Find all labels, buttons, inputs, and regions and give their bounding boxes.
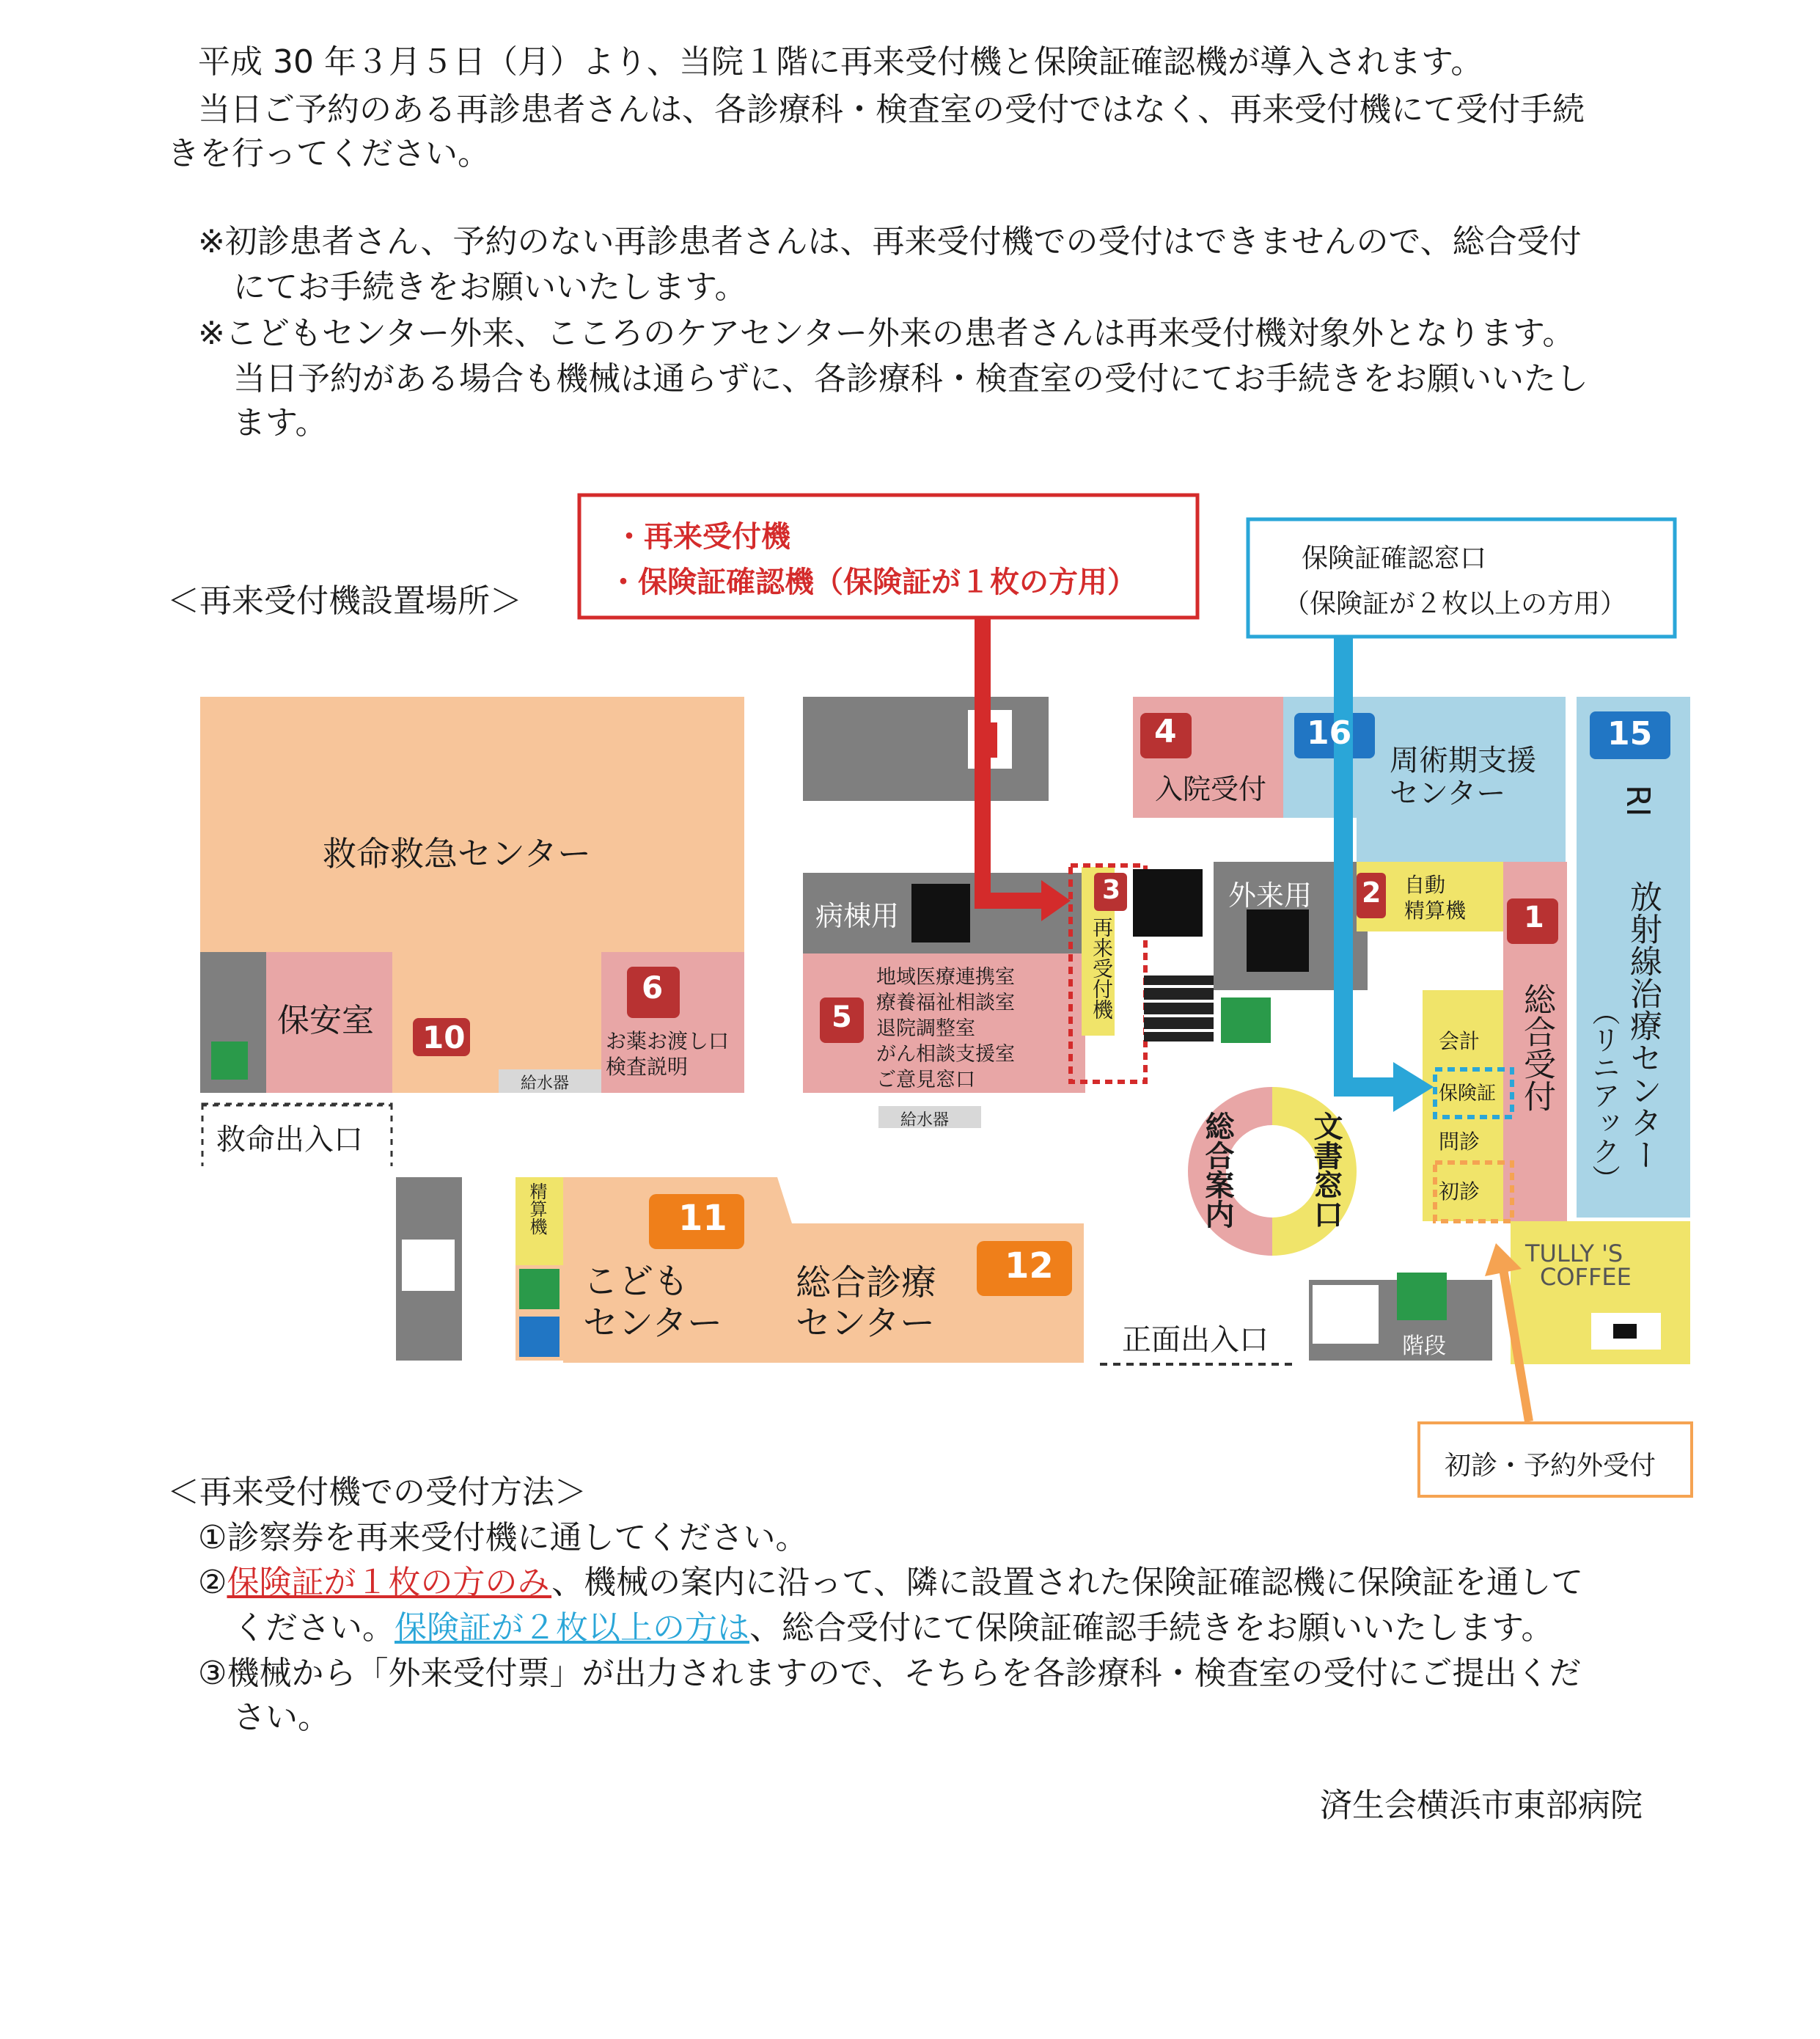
medicine-label: お薬お渡し口 [606,1029,730,1053]
note-2-line-1: ※こどもセンター外来、こころのケアセンター外来の患者さんは再来受付機対象外となります。 [198,315,1575,352]
red-box-line-1: ・再来受付機 [614,520,790,554]
children-line-1: こども [583,1261,689,1302]
periop-line-2: センター [1390,777,1506,810]
step-2b-pre: ください。 [233,1609,395,1647]
note-1-line-2: にてお手続きをお願いいたします。 [233,268,747,306]
room-1-number: 1 [1524,901,1544,934]
water-cooler-1-label: 給水器 [521,1075,570,1093]
room-5-line-5: ご意見窓口 [876,1069,975,1091]
phone-icon-1 [519,1269,559,1309]
outpatient-elevator-label: 外来用 [1228,879,1313,912]
blue-box-line-1: 保険証確認窓口 [1302,543,1487,574]
emergency-exit-icon-1 [211,1042,248,1080]
step-2-red-text: 保険証が１枚の方のみ [227,1564,552,1601]
stairs-label: 階段 [1402,1333,1446,1359]
front-entrance-label: 正面出入口 [1122,1323,1269,1357]
method-step-3-line-2: さい。 [233,1699,330,1736]
info-desk-label: 総合案内 [1200,1111,1234,1229]
ward-elevator-label: 病棟用 [815,900,900,932]
toilet-icon-bottom [402,1240,455,1291]
ward-elevator-icon [911,884,970,942]
accounting-label: 会計 [1439,1029,1480,1053]
room-5-line-3: 退院調整室 [876,1017,975,1040]
orange-box-text: 初診・予約外受付 [1445,1451,1656,1481]
er-entrance-label: 救命出入口 [216,1123,363,1157]
general-center-line-1: 総合診療 [796,1262,937,1303]
admission-label: 入院受付 [1155,773,1267,805]
documents-label: 文書窓口 [1309,1111,1343,1229]
room-6-number: 6 [642,970,664,1006]
room-10-number: 10 [422,1020,466,1055]
exam-explain-label: 検査説明 [606,1055,689,1079]
emergency-exit-icon-2 [1221,997,1271,1043]
room-15-number: 15 [1607,715,1653,753]
map-section-title: ＜再来受付機設置場所＞ [167,582,522,620]
step-2b-rest: 、総合受付にて保険証確認手続きをお願いいたします。 [749,1609,1554,1647]
red-box-line-2: ・保険証確認機（保険証が１枚の方用） [609,565,1137,599]
room-5-line-1: 地域医療連携室 [876,966,1015,989]
insurance-label: 保険証 [1439,1083,1497,1105]
wheelchair-icon [519,1317,559,1357]
method-title: ＜再来受付機での受付方法＞ [167,1474,587,1511]
linac-label: （リニアック） [1588,997,1620,1193]
escalator-icon [1133,869,1203,937]
intro-line-3: きを行ってください。 [167,135,490,172]
room-5-line-2: 療養福祉相談室 [876,992,1015,1014]
auto-pay-line-2: 精算機 [1404,898,1467,923]
general-reception-label: 総合受付 [1518,983,1555,1112]
blue-box-line-2: （保険証が２枚以上の方用） [1283,589,1627,619]
security-label: 保安室 [277,1002,374,1039]
step-2-rest: 、機械の案内に沿って、隣に設置された保険証確認機に保険証を通して [551,1564,1584,1601]
reception-machine-label: 再来受付機 [1090,917,1114,1020]
room-5-line-4: がん相談支援室 [876,1043,1015,1066]
water-cooler-2-label: 給水器 [900,1111,950,1130]
outpatient-elevator-icon [1247,909,1309,972]
room-2-number: 2 [1362,876,1381,909]
note-1-line-1: ※初診患者さん、予約のない再診患者さんは、再来受付機での受付はできませんので、総合受付 [198,223,1582,260]
escalator-icon-2 [1313,1285,1379,1344]
room-5-number: 5 [832,1000,852,1034]
room-16-number: 16 [1307,714,1352,752]
first-visit-label: 初診 [1439,1179,1480,1204]
method-step-1: ①診察券を再来受付機に通してください。 [198,1519,808,1556]
step-2b-blue-text: 保険証が２枚以上の方は [395,1609,749,1647]
children-line-2: センター [583,1303,723,1344]
method-step-3-line-1: ③機械から「外来受付票」が出力されますので、そちらを各診療科・検査室の受付にご提出くだ [198,1655,1582,1692]
method-step-2b [233,1606,1553,1650]
cafe-line-1: TULLY 'S [1525,1240,1623,1267]
hospital-name: 済生会横浜市東部病院 [1320,1787,1643,1824]
radiation-label: 放射線治療センター [1624,880,1662,1171]
room-3-number: 3 [1102,875,1121,905]
auto-pay-line-1: 自動 [1404,873,1446,897]
method-step-2 [198,1561,1583,1605]
intro-line-1: 平成 30 年３月５日（月）より、当院１階に再来受付機と保険証確認機が導入されます。 [198,43,1483,81]
inquiry-label: 問診 [1439,1130,1480,1154]
er-entrance-dash [202,1104,392,1105]
ri-label: RI [1619,785,1656,817]
note-2-line-3: ます。 [233,404,328,442]
cafe-line-2: COFFEE [1540,1263,1632,1291]
general-center-line-2: センター [796,1303,936,1344]
note-2-line-2: 当日予約がある場合も機械は通らずに、各診療科・検査室の受付にてお手続きをお願いいたし [233,360,1588,398]
intro-line-2: 当日ご予約のある再診患者さんは、各診療科・検査室の受付ではなく、再来受付機にて受付手続 [198,91,1585,128]
step-2-number: ② [198,1564,227,1601]
room-12-number: 12 [1005,1245,1054,1286]
phone-icon-2 [1397,1273,1447,1320]
periop-line-1: 周術期支援 [1390,744,1536,777]
room-4-number: 4 [1154,713,1177,750]
room-11-number: 11 [678,1198,727,1239]
pay-machine-label: 精算機 [526,1182,547,1235]
er-label: 救命救急センター [323,834,592,874]
